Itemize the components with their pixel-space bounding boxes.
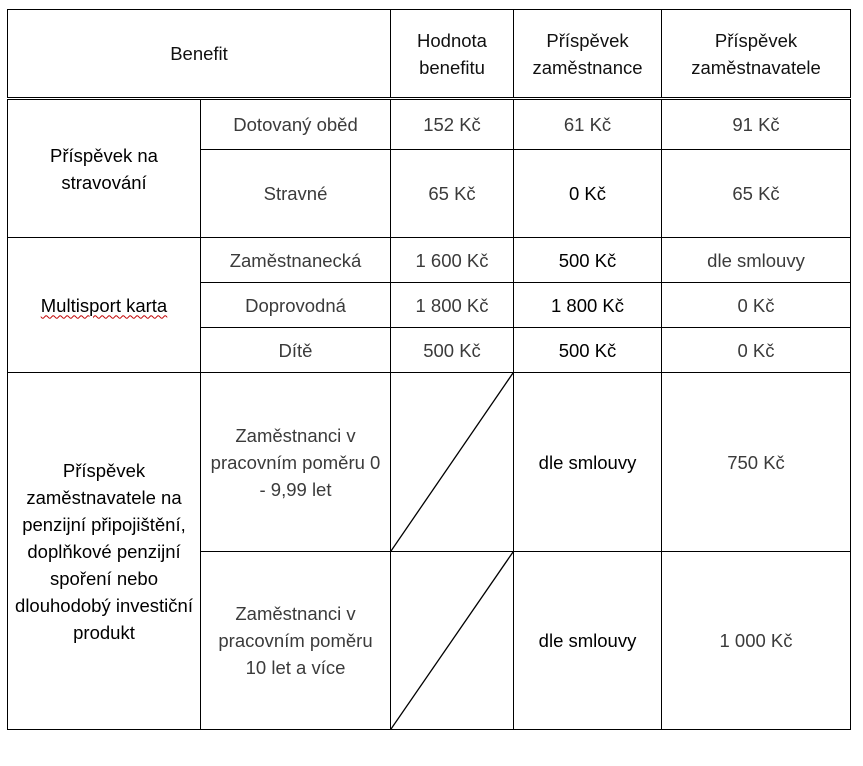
- header-employer: Příspěvek zaměstnavatele: [662, 10, 851, 99]
- group-pension: Příspěvek zaměstnavatele na penzijní připojištění, doplňkové penzijní spoření nebo dlouhodobý investiční produkt: [8, 373, 201, 730]
- row-employer: 91 Kč: [662, 99, 851, 150]
- row-employee: 61 Kč: [514, 99, 662, 150]
- row-value: 65 Kč: [391, 150, 514, 238]
- row-name: Zaměstnanecká: [201, 238, 391, 283]
- table-row: [8, 373, 851, 552]
- row-employee: dle smlouvy: [514, 373, 662, 552]
- header-benefit: Benefit: [8, 10, 391, 99]
- diagonal-slash: [391, 552, 513, 729]
- row-employee: 500 Kč: [514, 328, 662, 373]
- row-value: 152 Kč: [391, 99, 514, 150]
- row-name: Zaměstnanci v pracovním poměru 0 - 9,99 let: [201, 373, 391, 552]
- benefits-table: [7, 9, 851, 730]
- row-employer: 750 Kč: [662, 373, 851, 552]
- row-value: 500 Kč: [391, 328, 514, 373]
- row-employee: 0 Kč: [514, 150, 662, 238]
- diagonal-slash: [391, 373, 513, 551]
- row-name: Zaměstnanci v pracovním poměru 10 let a více: [201, 552, 391, 730]
- row-employer: 65 Kč: [662, 150, 851, 238]
- row-employer: dle smlouvy: [662, 238, 851, 283]
- row-employee: 1 800 Kč: [514, 283, 662, 328]
- row-name: Stravné: [201, 150, 391, 238]
- empty-value-cell: [391, 373, 514, 552]
- row-name: Doprovodná: [201, 283, 391, 328]
- row-name: Dítě: [201, 328, 391, 373]
- row-employee: 500 Kč: [514, 238, 662, 283]
- row-employee: dle smlouvy: [514, 552, 662, 730]
- row-name: Dotovaný oběd: [201, 99, 391, 150]
- group-meal: Příspěvek na stravování: [8, 99, 201, 238]
- header-employee: Příspěvek zaměstnance: [514, 10, 662, 99]
- row-value: 1 800 Kč: [391, 283, 514, 328]
- row-employer: 1 000 Kč: [662, 552, 851, 730]
- row-value: 1 600 Kč: [391, 238, 514, 283]
- table-row: [8, 99, 851, 150]
- row-employer: 0 Kč: [662, 283, 851, 328]
- table-row: [8, 238, 851, 283]
- empty-value-cell: [391, 552, 514, 730]
- header-value: Hodnota benefitu: [391, 10, 514, 99]
- header-row: [8, 10, 851, 99]
- row-employer: 0 Kč: [662, 328, 851, 373]
- group-multisport: [8, 238, 201, 373]
- group-multisport-label: Multisport karta: [40, 294, 168, 316]
